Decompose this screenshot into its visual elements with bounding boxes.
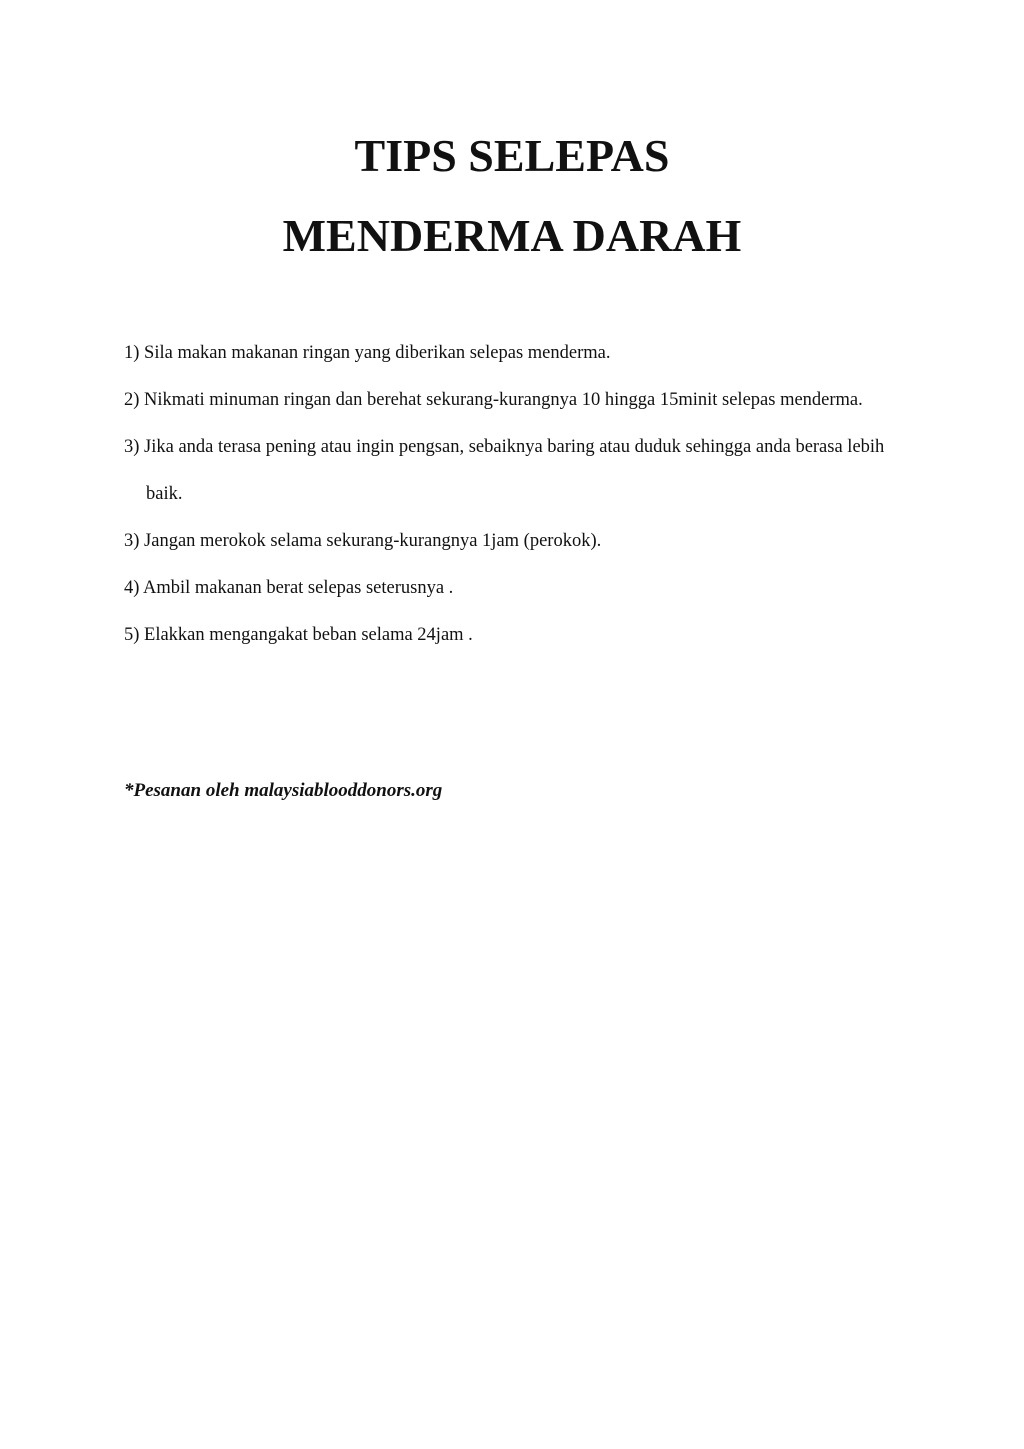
tip-item-3: 3) Jika anda terasa pening atau ingin pengsan, sebaiknya baring atau duduk sehingga anda berasa lebih baik. [124, 437, 885, 504]
source-note: *Pesanan oleh malaysiablooddonors.org [124, 780, 443, 801]
tip-item-6: 5) Elakkan mengangakat beban selama 24jam . [124, 625, 473, 645]
tip-item-2: 2) Nikmati minuman ringan dan berehat sekurang-kurangnya 10 hingga 15minit selepas menderma. [124, 390, 863, 410]
tips-list [124, 330, 904, 659]
tip-item-1: 1) Sila makan makanan ringan yang diberikan selepas menderma. [124, 343, 611, 363]
page-title-line-1: TIPS SELEPAS [354, 130, 670, 181]
tip-item-5: 4) Ambil makanan berat selepas seterusnya . [124, 578, 454, 598]
tip-item-4: 3) Jangan merokok selama sekurang-kurangnya 1jam (perokok). [124, 531, 602, 551]
page-title-line-2: MENDERMA DARAH [282, 210, 742, 261]
